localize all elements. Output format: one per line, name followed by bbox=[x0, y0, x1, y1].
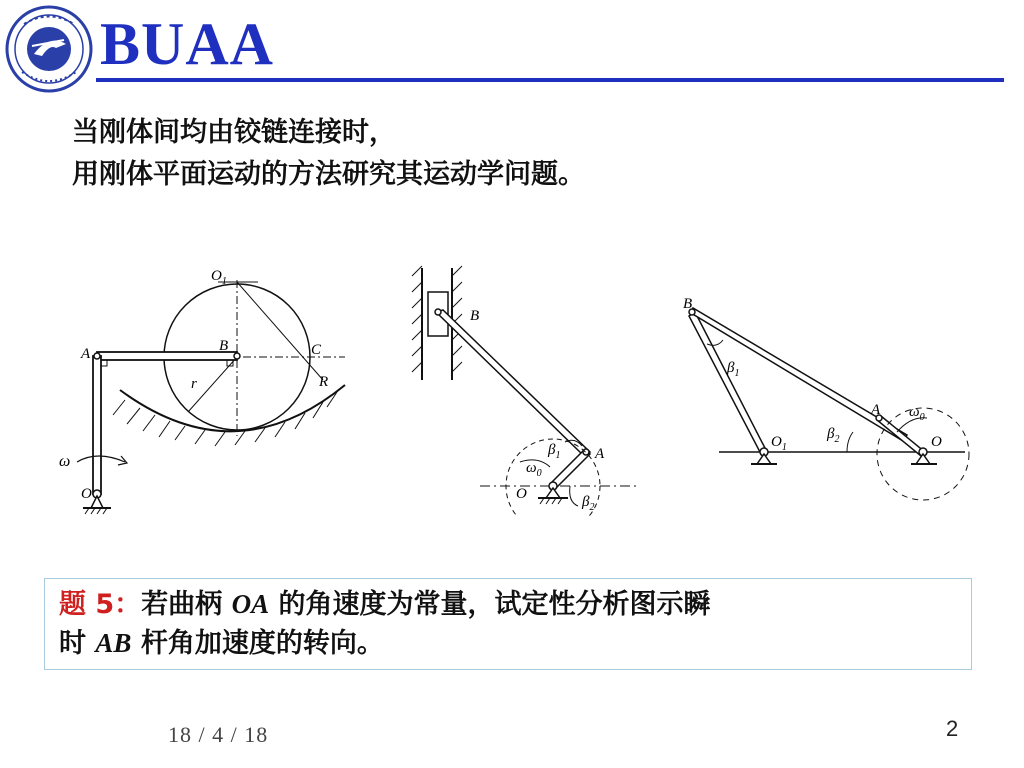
label-O1: $O_1$ bbox=[771, 434, 787, 453]
header-rule bbox=[96, 78, 1004, 82]
footer-date: 18 / 4 / 18 bbox=[168, 722, 269, 747]
symbol-OA: OA bbox=[231, 589, 270, 619]
problem-line-2 bbox=[59, 624, 957, 663]
brand-title: BUAA bbox=[100, 11, 275, 77]
figure-slider-crank bbox=[400, 262, 650, 517]
problem-line-1 bbox=[59, 585, 957, 624]
label-A: A bbox=[81, 346, 91, 362]
problem-text-4: 杆角加速度的转向。 bbox=[131, 628, 384, 659]
label-beta1: $\beta_1$ bbox=[727, 360, 740, 379]
label-B: B bbox=[470, 308, 480, 324]
label-beta2: $\beta_2$ bbox=[827, 426, 840, 445]
intro-text bbox=[72, 112, 585, 196]
label-O1: $O_1$ bbox=[211, 268, 227, 287]
symbol-AB: AB bbox=[95, 628, 132, 658]
label-A: A bbox=[595, 446, 605, 462]
figure-four-bar-linkage bbox=[675, 292, 975, 512]
label-B: B bbox=[219, 338, 229, 354]
label-omega: ω bbox=[59, 453, 71, 470]
problem-text-2: 的角速度为常量，试定性分析图示瞬 bbox=[269, 589, 711, 620]
problem-box bbox=[44, 578, 972, 670]
label-r: r bbox=[191, 376, 197, 392]
label-beta1: $\beta_1$ bbox=[548, 442, 561, 461]
problem-text-3: 时 bbox=[59, 628, 96, 659]
problem-label: 题 5： bbox=[59, 589, 142, 620]
label-B: B bbox=[683, 296, 693, 312]
figure-rolling-disk-mechanism bbox=[55, 240, 355, 525]
label-O: O bbox=[931, 434, 942, 450]
university-seal-icon bbox=[4, 4, 94, 94]
intro-line-1: 当刚体间均由铰链连接时， bbox=[72, 117, 396, 148]
label-beta2: $\beta_2$ bbox=[582, 494, 595, 513]
page-number: 2 bbox=[946, 716, 959, 741]
intro-line-2: 用刚体平面运动的方法研究其运动学问题。 bbox=[72, 159, 585, 190]
label-C: C bbox=[311, 342, 322, 358]
problem-text-1: 若曲柄 bbox=[141, 589, 232, 620]
label-omega0: $\omega_0$ bbox=[526, 460, 542, 479]
label-omega0: $\omega_0$ bbox=[909, 404, 925, 423]
label-O: O bbox=[516, 486, 527, 502]
label-A: A bbox=[871, 402, 881, 418]
label-R: R bbox=[319, 374, 329, 390]
label-O: O bbox=[81, 486, 92, 502]
